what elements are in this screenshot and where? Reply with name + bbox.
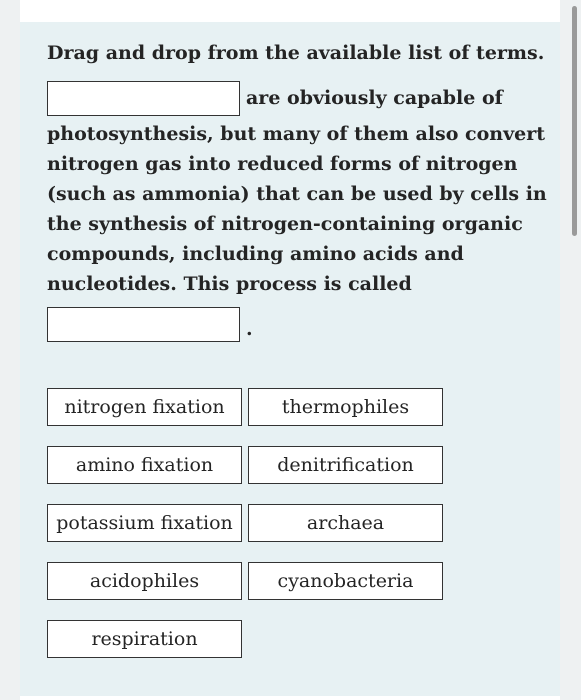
question-body — [47, 39, 547, 343]
term-row — [47, 620, 447, 659]
drop-zone-1[interactable] — [47, 81, 240, 116]
term-thermophiles[interactable]: thermophiles — [248, 388, 443, 426]
term-row — [47, 388, 447, 427]
scrollbar[interactable] — [572, 6, 577, 236]
bottom-strip — [20, 696, 560, 700]
instruction-text: Drag and drop from the available list of terms. — [47, 42, 545, 64]
term-respiration[interactable]: respiration — [47, 620, 242, 658]
term-row — [47, 562, 447, 601]
term-archaea[interactable]: archaea — [248, 504, 443, 542]
sentence-line-1 — [47, 79, 547, 117]
term-amino-fixation[interactable]: amino fixation — [47, 446, 242, 484]
term-row — [47, 446, 447, 485]
sentence-text-2: photosynthesis, but many of them also convert nitrogen gas into reduced forms of nitrogen (such as ammonia) that can be used by cells in the synthesis of nitrogen-containing organic compounds, including amino acids and nucleotides. This process is called — [47, 123, 547, 295]
term-potassium-fixation[interactable]: potassium fixation — [47, 504, 242, 542]
term-acidophiles[interactable]: acidophiles — [47, 562, 242, 600]
sentence-period: . — [246, 318, 253, 340]
drop-zone-2[interactable] — [47, 307, 240, 342]
term-row — [47, 504, 447, 543]
term-cyanobacteria[interactable]: cyanobacteria — [248, 562, 443, 600]
term-nitrogen-fixation[interactable]: nitrogen fixation — [47, 388, 242, 426]
top-strip — [20, 0, 560, 22]
sentence-text-1: are obviously capable of — [246, 87, 503, 109]
sentence-line-end — [47, 305, 547, 343]
term-bank — [47, 388, 447, 678]
term-denitrification[interactable]: denitrification — [248, 446, 443, 484]
